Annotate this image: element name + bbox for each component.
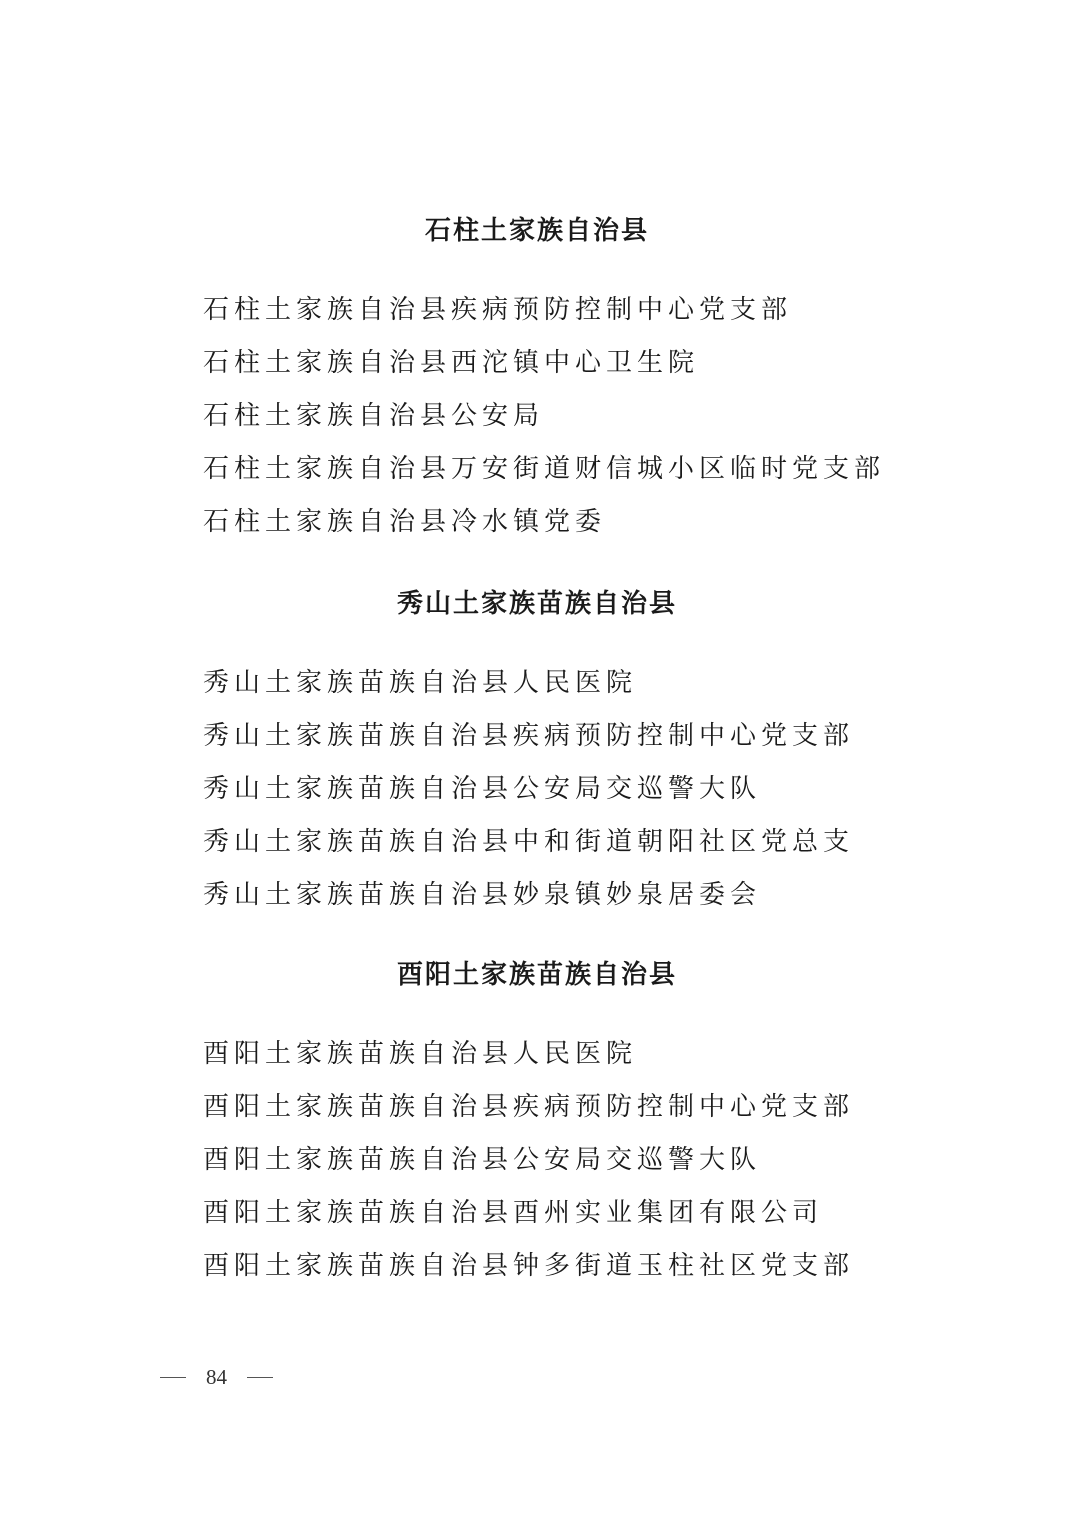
list-item: 秀山土家族苗族自治县中和街道朝阳社区党总支 bbox=[203, 827, 855, 857]
list-item: 秀山土家族苗族自治县妙泉镇妙泉居委会 bbox=[203, 880, 762, 910]
entry-list-youyang bbox=[203, 1028, 1003, 1293]
section-title: 酉阳土家族苗族自治县 bbox=[396, 960, 677, 990]
list-item: 石柱土家族自治县公安局 bbox=[203, 401, 545, 431]
list-item: 石柱土家族自治县冷水镇党委 bbox=[203, 507, 607, 537]
list-item: 秀山土家族苗族自治县公安局交巡警大队 bbox=[203, 774, 762, 804]
section-shizhu bbox=[0, 211, 1074, 251]
list-item: 石柱土家族自治县万安街道财信城小区临时党支部 bbox=[203, 454, 886, 484]
entry-list-xiushan bbox=[203, 657, 1003, 922]
section-title: 石柱土家族自治县 bbox=[424, 216, 649, 246]
entry-list-shizhu bbox=[203, 284, 1003, 549]
footer-dash-right bbox=[247, 1377, 273, 1378]
list-item: 秀山土家族苗族自治县疾病预防控制中心党支部 bbox=[203, 721, 855, 751]
page-number: 84 bbox=[206, 1365, 227, 1389]
section-title: 秀山土家族苗族自治县 bbox=[396, 589, 677, 619]
list-item: 酉阳土家族苗族自治县钟多街道玉柱社区党支部 bbox=[203, 1251, 855, 1281]
list-item: 酉阳土家族苗族自治县酉州实业集团有限公司 bbox=[203, 1198, 824, 1228]
list-item: 石柱土家族自治县西沱镇中心卫生院 bbox=[203, 348, 700, 378]
footer-dash-left bbox=[160, 1377, 186, 1378]
list-item: 石柱土家族自治县疾病预防控制中心党支部 bbox=[203, 295, 793, 325]
section-xiushan bbox=[0, 584, 1074, 624]
list-item: 秀山土家族苗族自治县人民医院 bbox=[203, 668, 638, 698]
section-youyang bbox=[0, 955, 1074, 995]
list-item: 酉阳土家族苗族自治县公安局交巡警大队 bbox=[203, 1145, 762, 1175]
page-footer bbox=[160, 1362, 273, 1392]
list-item: 酉阳土家族苗族自治县人民医院 bbox=[203, 1039, 638, 1069]
list-item: 酉阳土家族苗族自治县疾病预防控制中心党支部 bbox=[203, 1092, 855, 1122]
